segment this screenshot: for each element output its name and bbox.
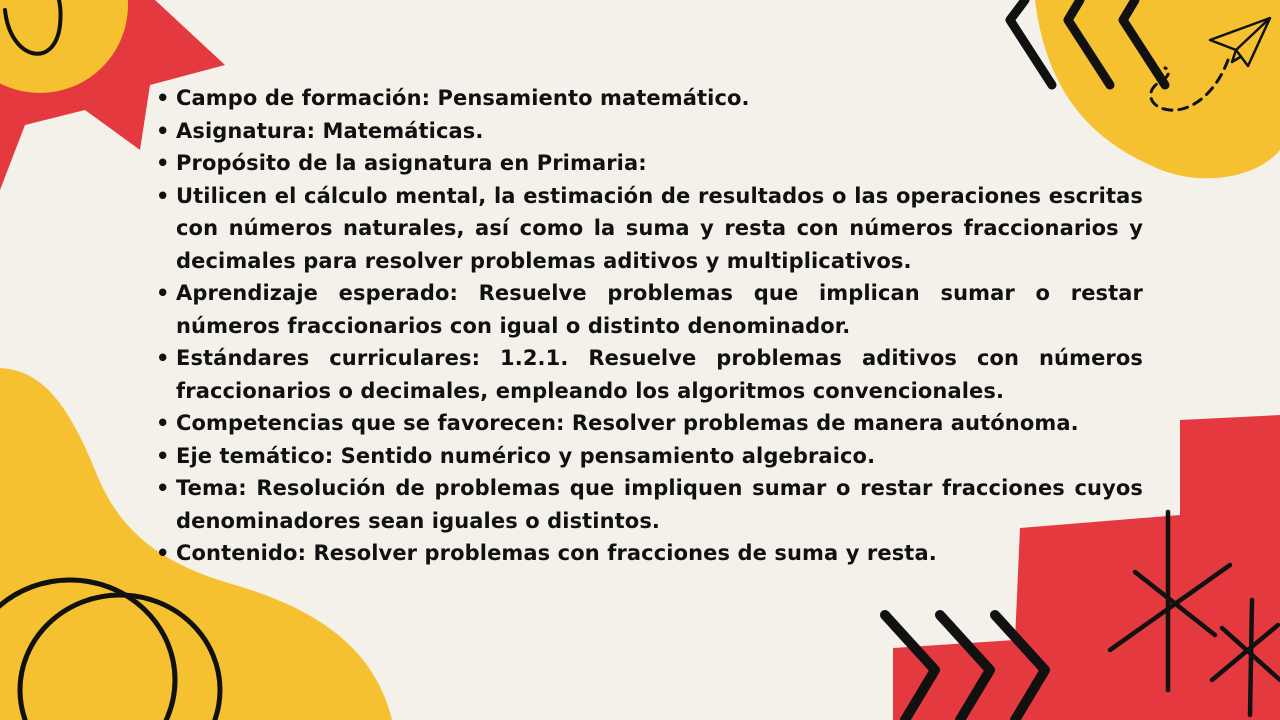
bullet-list-container (155, 82, 1143, 570)
bullet-campo-formacion: • Campo de formación: Pensamiento matemático. (155, 82, 1143, 115)
bullet-estandares-curriculares: • Estándares curriculares: 1.2.1. Resuelve problemas aditivos con números fraccionarios o decimales, empleando los algoritmos convencionales. (155, 342, 1143, 407)
bullet-asignatura: • Asignatura: Matemáticas. (155, 115, 1143, 148)
bullet-eje-tematico: • Eje temático: Sentido numérico y pensamiento algebraico. (155, 440, 1143, 473)
bullet-proposito: • Propósito de la asignatura en Primaria: (155, 147, 1143, 180)
bullet-aprendizaje-esperado: • Aprendizaje esperado: Resuelve problemas que implican sumar o restar números fraccionarios con igual o distinto denominador. (155, 277, 1143, 342)
bullet-competencias: • Competencias que se favorecen: Resolver problemas de manera autónoma. (155, 407, 1143, 440)
curriculum-bullet-list (155, 82, 1143, 570)
bullet-proposito-detalle: • Utilicen el cálculo mental, la estimación de resultados o las operaciones escritas con números naturales, así como la suma y resta con números fraccionarios y decimales para resolver problemas aditivos y multiplicativos. (155, 180, 1143, 278)
bullet-tema: • Tema: Resolución de problemas que impliquen sumar o restar fracciones cuyos denominadores sean iguales o distintos. (155, 472, 1143, 537)
bullet-contenido: • Contenido: Resolver problemas con fracciones de suma y resta. (155, 537, 1143, 570)
